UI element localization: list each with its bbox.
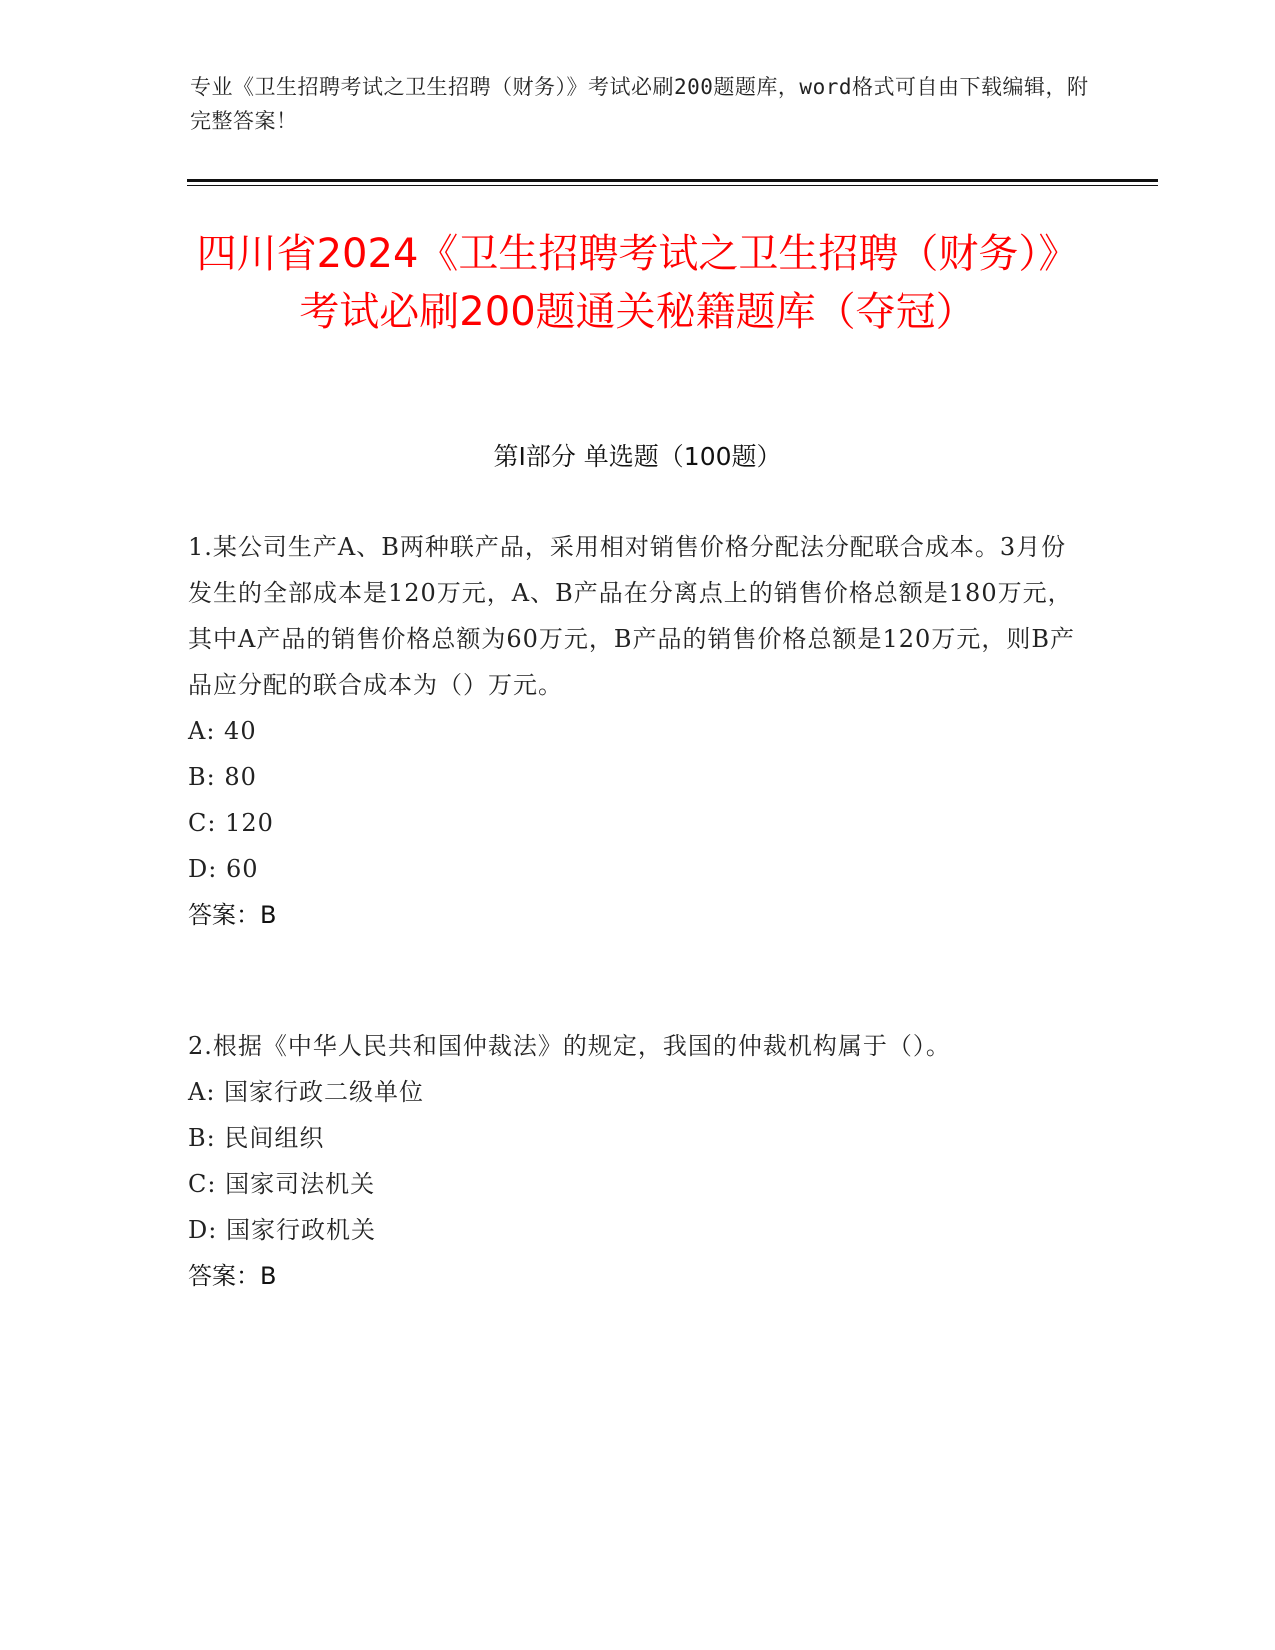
option-c: C: 国家司法机关 <box>188 1170 376 1198</box>
header-note: 专业《卫生招聘考试之卫生招聘（财务）》考试必刷200题题库，word格式可自由下载编辑，附完整答案！ <box>190 75 1089 133</box>
option-a: A: 40 <box>188 717 257 745</box>
option-a: A: 国家行政二级单位 <box>188 1078 425 1106</box>
option-c: C: 120 <box>188 809 274 837</box>
question-1 <box>188 524 1078 938</box>
question-stem: 2.根据《中华人民共和国仲裁法》的规定，我国的仲裁机构属于（）。 <box>188 1032 951 1060</box>
option-b: B: 民间组织 <box>188 1124 325 1152</box>
header-rule-thick <box>187 179 1158 182</box>
header-rule-thin <box>187 185 1158 186</box>
answer: 答案：B <box>188 901 277 929</box>
document-title: 四川省2024《卫生招聘考试之卫生招聘（财务）》考试必刷200题通关秘籍题库（夺冠） <box>196 231 1079 335</box>
question-stem: 1.某公司生产A、B两种联产品，采用相对销售价格分配法分配联合成本。3月份发生的全部成本是120万元，A、B产品在分离点上的销售价格总额是180万元，其中A产品的销售价格总额为60万元，B产品的销售价格总额是120万元，则B产品应分配的联合成本为（）万元。 <box>188 533 1075 699</box>
answer: 答案：B <box>188 1262 277 1290</box>
option-d: D: 60 <box>188 855 259 883</box>
option-d: D: 国家行政机关 <box>188 1216 376 1244</box>
option-b: B: 80 <box>188 763 257 791</box>
section-title: 第I部分 单选题（100题） <box>493 442 782 471</box>
question-2 <box>188 1023 1078 1299</box>
